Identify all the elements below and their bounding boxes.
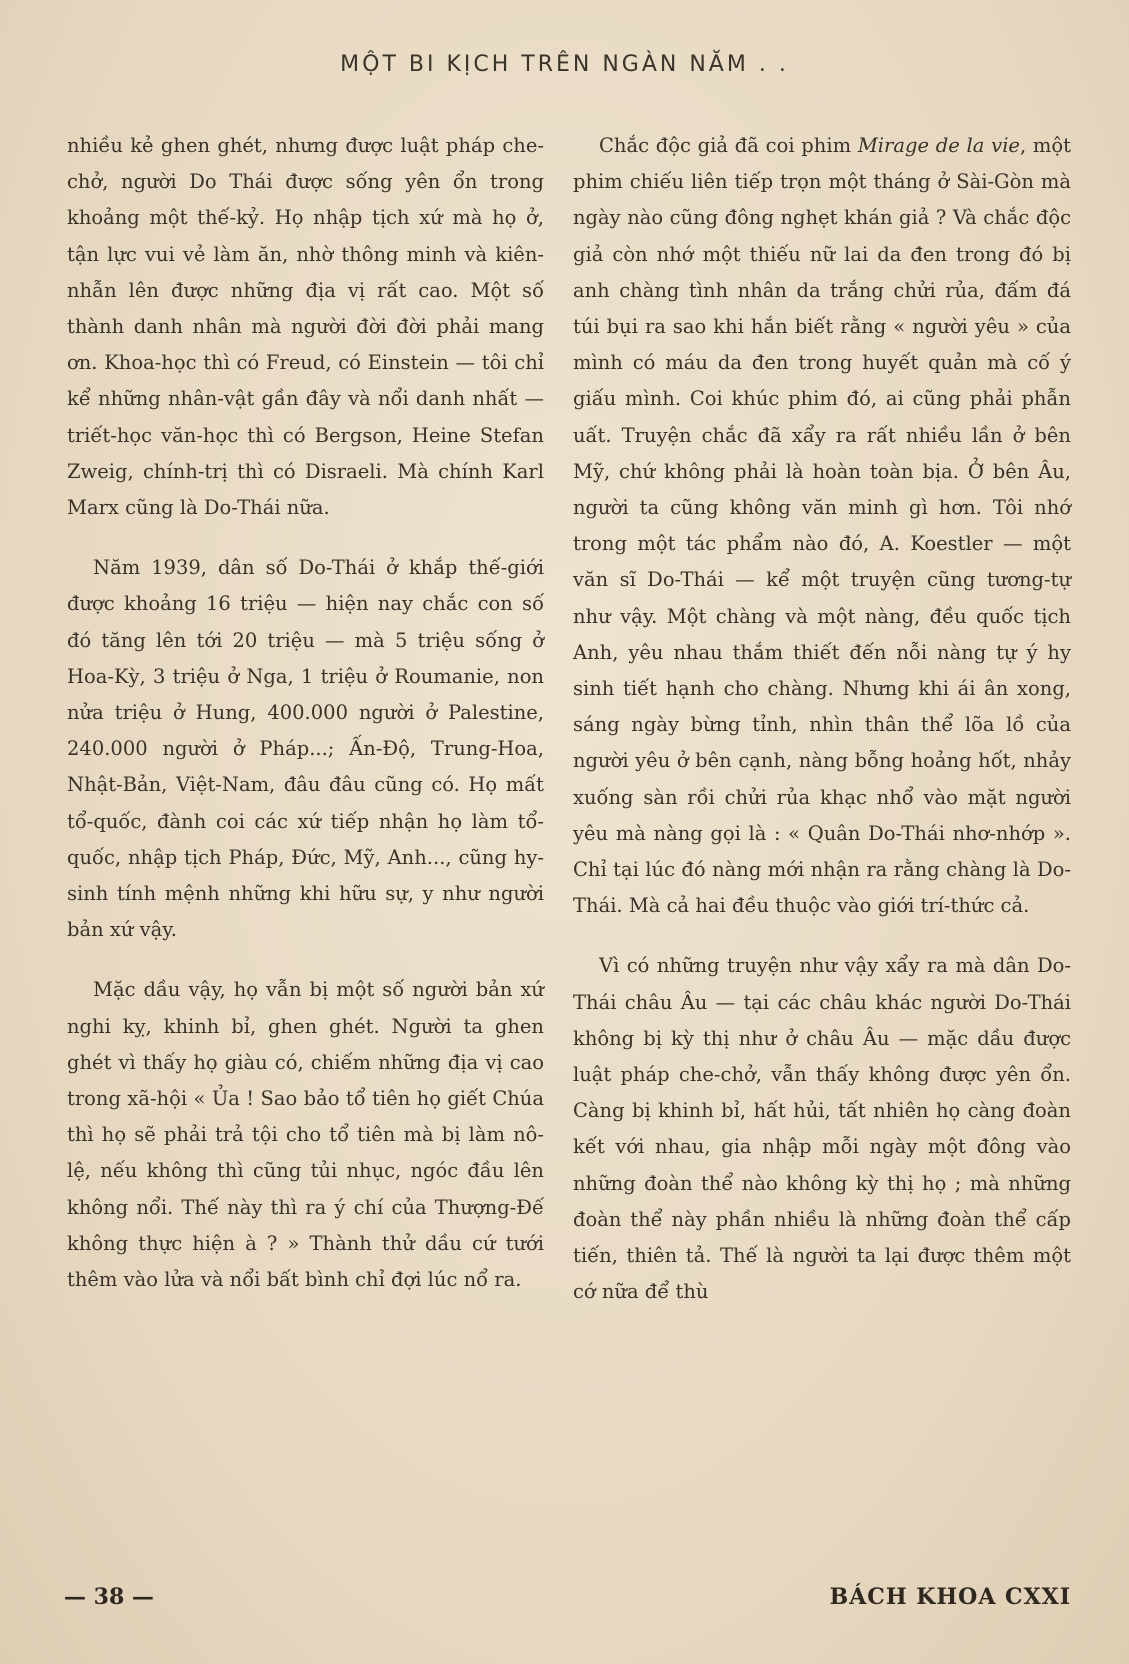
left-paragraph-2: Năm 1939, dân số Do-Thái ở khắp thế-giới được khoảng 16 triệu — hiện nay chắc con số đó tăng lên tới 20 triệu — mà 5 triệu sống ở Hoa-Kỳ, 3 triệu ở Nga, 1 triệu ở Roumanie, non nửa triệu ở Hung, 400.000 người ở Palestine, 240.000 người ở Pháp...; Ấn-Độ, Trung-Hoa, Nhật-Bản, Việt-Nam, đâu đâu cũng có. Họ mất tổ-quốc, đành coi các xứ tiếp nhận họ làm tổ-quốc, nhập tịch Pháp, Đức, Mỹ, Anh..., cũng hy-sinh tính mệnh những khi hữu sự, y như người bản xứ vậy.	[67, 556, 544, 942]
magazine-name: BÁCH KHOA CXXI	[829, 1584, 1071, 1610]
page-number: — 38 —	[64, 1584, 154, 1610]
running-head-title: MỘT BI KỊCH TRÊN NGÀN NĂM . .	[340, 52, 789, 77]
left-paragraph-1: nhiều kẻ ghen ghét, nhưng được luật pháp che-chở, người Do Thái được sống yên ổn trong khoảng một thế-kỷ. Họ nhập tịch xứ mà họ ở, tận lực vui vẻ làm ăn, nhờ thông minh và kiên-nhẫn lên được những địa vị rất cao. Một số thành danh nhân mà người đời đời phải mang ơn. Khoa-học thì có Freud, có Einstein — tôi chỉ kể những nhân-vật gần đây và nổi danh nhất — triết-học văn-học thì có Bergson, Heine Stefan Zweig, chính-trị thì có Disraeli. Mà chính Karl Marx cũng là Do-Thái nữa.	[67, 134, 544, 520]
right-column	[573, 128, 1071, 1311]
right-paragraph-1-start: Chắc độc giả đã coi phim	[599, 134, 858, 157]
left-paragraph-3: Mặc dầu vậy, họ vẫn bị một số người bản xứ nghi kỵ, khinh bỉ, ghen ghét. Người ta ghen ghét vì thấy họ giàu có, chiếm những địa vị cao trong xã-hội « Ủa ! Sao bảo tổ tiên họ giết Chúa thì họ sẽ phải trả tội cho tổ tiên mà bị làm nô-lệ, nếu không thì cũng tủi nhục, ngóc đầu lên không nổi. Thế này thì ra ý chí của Thượng-Đế không thực hiện à ? » Thành thử dầu cứ tưới thêm vào lửa và nổi bất bình chỉ đợi lúc nổ ra.	[67, 978, 544, 1292]
film-title: Mirage de la vie	[857, 134, 1020, 157]
right-paragraph-1-rest: , một phim chiếu liên tiếp trọn một tháng ở Sài-Gòn mà ngày nào cũng đông nghẹt khán giả ? Và chắc độc giả còn nhớ một thiếu nữ lai da đen trong đó bị anh chàng tình nhân da trắng chửi rủa, đấm đá túi bụi ra sao khi hắn biết rằng « người yêu » của mình có máu da đen trong huyết quản mà cố ý giấu mình. Coi khúc phim đó, ai cũng phải phẫn uất. Truyện chắc đã xẩy ra rất nhiều lần ở bên Mỹ, chứ không phải là hoàn toàn bịa. Ở bên Âu, người ta cũng không văn minh gì hơn. Tôi nhớ trong một tác phẩm nào đó, A. Koestler — một văn sĩ Do-Thái — kể một truyện cũng tương-tự như vậy. Một chàng và một nàng, đều quốc tịch Anh, yêu nhau thắm thiết đến nỗi nàng tự ý hy sinh tiết hạnh cho chàng. Nhưng khi ái ân xong, sáng ngày bừng tỉnh, nhìn thân thể lõa lồ của người yêu ở bên cạnh, nàng bỗng hoảng hốt, nhảy xuống sàn rồi chửi rủa khạc nhổ vào mặt người yêu mà nàng gọi là : « Quân Do-Thái nhơ-nhớp ». Chỉ tại lúc đó nàng mới nhận ra rằng chàng là Do-Thái. Mà cả hai đều thuộc vào giới trí-thức cả.	[573, 134, 1071, 918]
right-paragraph-2: Vì có những truyện như vậy xẩy ra mà dân Do-Thái châu Âu — tại các châu khác người Do-Thái không bị kỳ thị như ở châu Âu — mặc dầu được luật pháp che-chở, vẫn thấy không được yên ổn. Càng bị khinh bỉ, hất hủi, tất nhiên họ càng đoàn kết với nhau, gia nhập mỗi ngày một đông vào những đoàn thể nào không kỳ thị họ ; mà những đoàn thể này phần nhiều là những đoàn thể cấp tiến, thiên tả. Thế là người ta lại được thêm một cớ nữa để thù	[573, 954, 1071, 1304]
right-paragraph-1	[573, 128, 1071, 924]
left-column	[67, 128, 544, 1298]
